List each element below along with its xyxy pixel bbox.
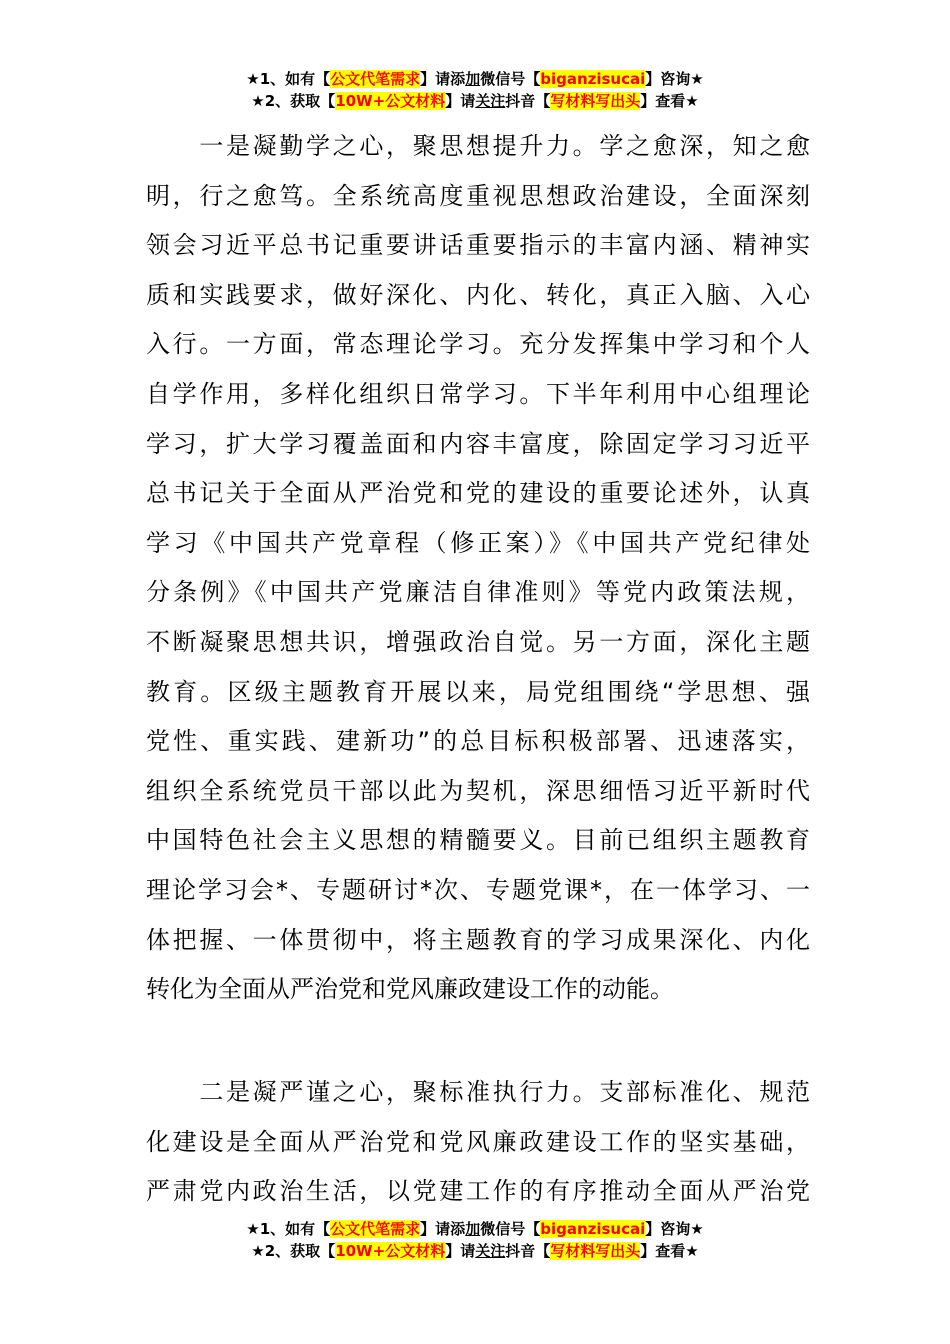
- banner-line-1: ★1、如有【公文代笔需求】请添加微信号【biganzisucai】咨询★: [246, 70, 704, 88]
- text-line: 化建设是全面从严治党和党风廉政建设工作的坚实基础，: [146, 1127, 810, 1156]
- banner-line-2: ★2、获取【10W+公文材料】请关注抖音【写材料写出头】查看★: [251, 92, 699, 110]
- text-line: 组织全系统党员干部以此为契机，深思细悟习近平新时代: [146, 776, 810, 805]
- banner-line-1: ★1、如有【公文代笔需求】请添加微信号【biganzisucai】咨询★: [246, 1220, 704, 1238]
- text-line: 转化为全面从严治党和党风廉政建设工作的动能。: [146, 975, 674, 1004]
- text-line: 学习，扩大学习覆盖面和内容丰富度，除固定学习习近平: [146, 429, 810, 458]
- text-line: 总书记关于全面从严治党和党的建设的重要论述外，认真: [146, 479, 810, 508]
- text-line: 一是凝勤学之心，聚思想提升力。学之愈深，知之愈: [146, 132, 810, 160]
- highlight-douyin: 写材料写出头: [550, 1242, 641, 1260]
- highlight-materials: 10W+公文材料: [335, 1242, 446, 1260]
- text-line: 严肃党内政治生活，以党建工作的有序推动全面从严治党: [146, 1177, 810, 1206]
- text-line: 入行。一方面，常态理论学习。充分发挥集中学习和个人: [146, 330, 810, 359]
- text-line: 不断凝聚思想共识，增强政治自觉。另一方面，深化主题: [146, 627, 810, 656]
- text-line: 体把握、一体贯彻中，将主题教育的学习成果深化、内化: [146, 925, 810, 954]
- banner-line-2: ★2、获取【10W+公文材料】请关注抖音【写材料写出头】查看★: [251, 1242, 699, 1260]
- text-line: 二是凝严谨之心，聚标准执行力。支部标准化、规范: [146, 1078, 810, 1106]
- highlight-wechat-id: biganzisucai: [540, 70, 646, 88]
- highlight-service: 公文代笔需求: [330, 70, 421, 88]
- paragraph-1: [146, 122, 810, 1015]
- text-line: 教育。区级主题教育开展以来，局党组围绕“学思想、强: [146, 677, 810, 706]
- text-line: 明，行之愈笃。全系统高度重视思想政治建设，全面深刻: [146, 181, 810, 210]
- highlight-materials: 10W+公文材料: [335, 92, 446, 110]
- paragraph-2: [146, 1068, 810, 1217]
- header-banner: [0, 68, 950, 112]
- text-line: 党性、重实践、建新功”的总目标积极部署、迅速落实，: [146, 727, 810, 756]
- text-line: 理论学习会*、专题研讨*次、专题党课*，在一体学习、一: [146, 875, 810, 904]
- text-line: 中国特色社会主义思想的精髓要义。目前已组织主题教育: [146, 826, 810, 855]
- text-line: 质和实践要求，做好深化、内化、转化，真正入脑、入心: [146, 280, 810, 309]
- text-line: 自学作用，多样化组织日常学习。下半年利用中心组理论: [146, 379, 810, 408]
- footer-banner: [0, 1218, 950, 1262]
- highlight-service: 公文代笔需求: [330, 1220, 421, 1238]
- text-line: 分条例》《中国共产党廉洁自律准则》等党内政策法规，: [146, 578, 810, 607]
- highlight-douyin: 写材料写出头: [550, 92, 641, 110]
- text-line: 学习《中国共产党章程（修正案）》《中国共产党纪律处: [146, 528, 810, 557]
- text-line: 领会习近平总书记重要讲话重要指示的丰富内涵、精神实: [146, 231, 810, 260]
- highlight-wechat-id: biganzisucai: [540, 1220, 646, 1238]
